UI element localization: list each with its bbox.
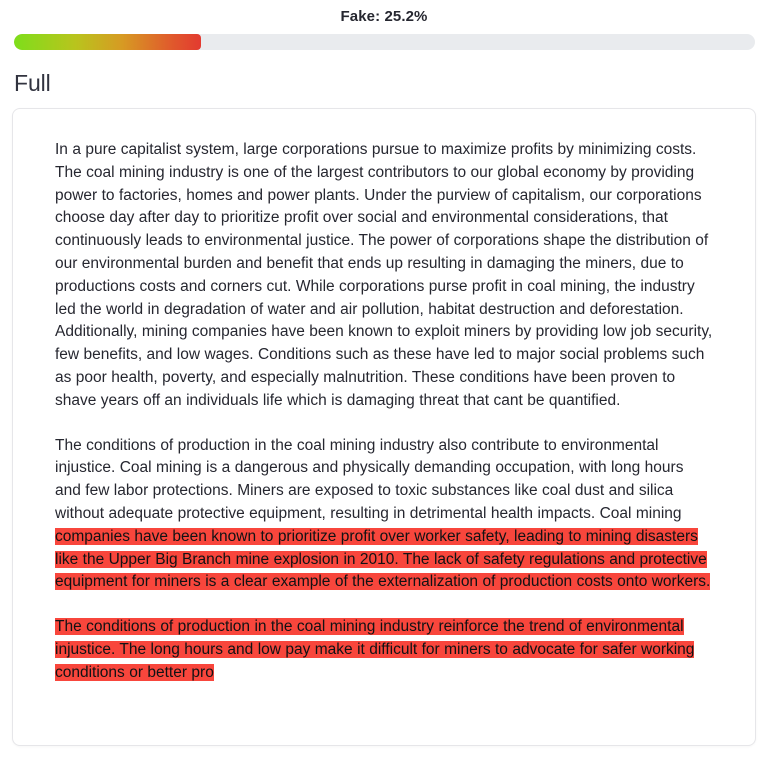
score-header xyxy=(0,0,768,26)
highlighted-text-segment-2: The conditions of production in the coal mining industry reinforce the trend of environmental injustice. The long hours and low pay make it difficult for miners to advocate for safer working conditions or better pro xyxy=(55,618,695,681)
progress-bar-wrapper xyxy=(14,34,755,50)
card-body xyxy=(13,109,755,705)
text-content-card xyxy=(12,108,756,746)
progress-track xyxy=(14,34,755,50)
progress-fill xyxy=(14,34,201,50)
paragraph-1: In a pure capitalist system, large corporations pursue to maximize profits by minimizing costs. The coal mining industry is one of the largest contributors to our global economy by providing power to factories, homes and power plants. Under the purview of capitalism, our corporations choose day after day to prioritize profit over social and environmental considerations, that continuously leads to environmental justice. The power of corporations shape the distribution of our environmental burden and benefit that ends up resulting in damaging the miners, due to productions costs and corners cut. While corporations purse profit in coal mining, the industry led the world in degradation of water and air pollution, habitat destruction and deforestation. Additionally, mining companies have been known to exploit miners by providing low job security, few benefits, and low wages. Conditions such as these have led to major social problems such as poor health, poverty, and especially malnutrition. These conditions have been proven to shave years off an individuals life which is damaging threat that cant be quantified. xyxy=(55,141,713,409)
highlighted-text-segment-1: companies have been known to prioritize profit over worker safety, leading to mining disasters like the Upper Big Branch mine explosion in 2010. The lack of safety regulations and protective equipment for miners is a clear example of the externalization of production costs onto workers. xyxy=(55,527,711,591)
paragraph-3 xyxy=(55,616,713,684)
page-title: Full xyxy=(14,70,51,96)
paragraph-2-plain-text: The conditions of production in the coal mining industry also contribute to environmental injustice. Coal mining is a dangerous and physically demanding occupation, with long hours and few labor protections. Miners are exposed to toxic substances like coal dust and silica without adequate protective equipment, resulting in detrimental health impacts. Coal mining xyxy=(55,436,684,522)
paragraph-2 xyxy=(55,435,713,595)
fake-score-label: Fake: 25.2% xyxy=(340,8,428,25)
